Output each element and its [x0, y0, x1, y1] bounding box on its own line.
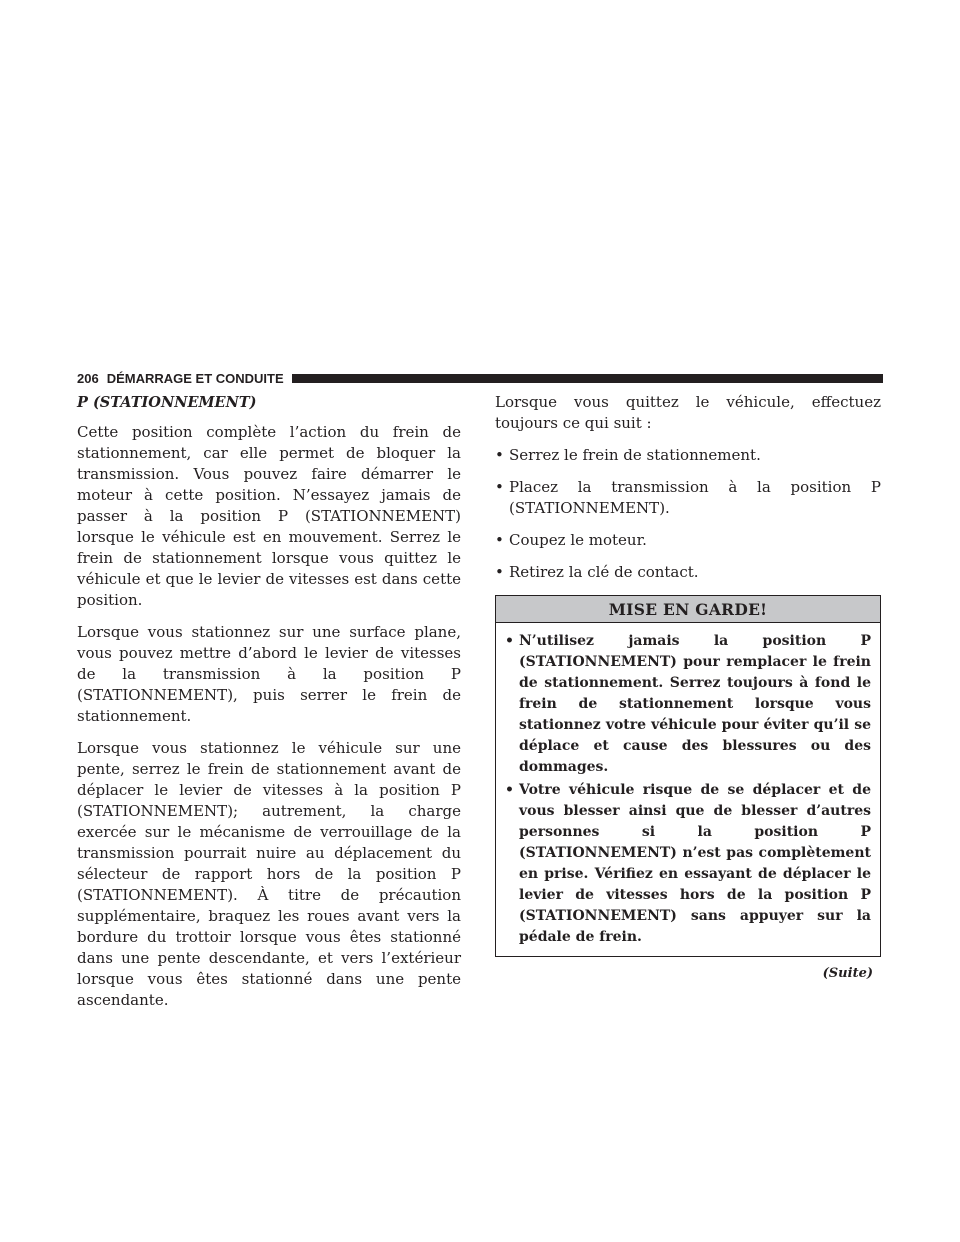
list-item: • Retirez la clé de contact.	[495, 563, 699, 581]
intro-paragraph: Lorsque vous quittez le véhicule, effectuez toujours ce qui suit :	[495, 393, 881, 432]
warning-title: MISE EN GARDE!	[496, 596, 880, 623]
bullet-icon: •	[495, 563, 504, 581]
page-header	[77, 368, 883, 388]
warning-item: • Votre véhicule risque de se déplacer et de vous blesser ainsi que de blesser d’autres personnes si la position P (STATIONNEMENT) n’est pas complètement en prise. Vérifiez en essayant de déplacer le levier de vitesses hors de la position P (STATIONNEMENT) sans appuyer sur la pédale de frein.	[505, 782, 871, 945]
list-item: • Coupez le moteur.	[495, 531, 647, 549]
page-number: 206	[77, 370, 99, 386]
list-item: • Serrez le frein de stationnement.	[495, 446, 761, 464]
warning-item: • N’utilisez jamais la position P (STATIONNEMENT) pour remplacer le frein de stationnement. Serrez toujours à fond le frein de stationnement lorsque vous stationnez votre véhicule pour éviter qu’il se déplace et cause des blessures ou des dommages.	[505, 633, 871, 775]
continued-label: (Suite)	[822, 966, 873, 981]
right-column	[495, 392, 881, 984]
section-title: DÉMARRAGE ET CONDUITE	[106, 370, 284, 386]
bullet-icon: •	[505, 782, 514, 798]
warning-box	[495, 595, 881, 957]
left-column	[77, 392, 461, 1022]
section-subheading: P (STATIONNEMENT)	[77, 394, 257, 411]
paragraph: Lorsque vous stationnez sur une surface plane, vous pouvez mettre d’abord le levier de vitesses de la transmission à la position P (STATIONNEMENT), puis serrer le frein de stationnement.	[77, 623, 461, 725]
bullet-icon: •	[495, 446, 504, 464]
bullet-icon: •	[495, 531, 504, 549]
bullet-icon: •	[495, 478, 504, 496]
list-item: • Placez la transmission à la position P (STATIONNEMENT).	[495, 478, 881, 517]
warning-body	[496, 623, 880, 956]
paragraph: Cette position complète l’action du frein de stationnement, car elle permet de bloquer la transmission. Vous pouvez faire démarrer le moteur à cette position. N’essayez jamais de passer à la position P (STATIONNEMENT) lorsque le véhicule est en mouvement. Serrez le frein de stationnement lorsque vous quittez le véhicule et que le levier de vitesses est dans cette position.	[77, 423, 461, 609]
step-list	[495, 445, 881, 583]
header-rule	[292, 374, 883, 383]
paragraph: Lorsque vous stationnez le véhicule sur une pente, serrez le frein de stationnement avant de déplacer le levier de vitesses à la position P (STATIONNEMENT); autrement, la charge exercée sur le mécanisme de verrouillage de la transmission pourrait nuire au déplacement du sélecteur de rapport hors de la position P (STATIONNEMENT). À titre de précaution supplémentaire, braquez les roues avant vers la bordure du trottoir lorsque vous êtes stationné dans une pente descendante, et vers l’extérieur lorsque vous êtes stationné dans une pente ascendante.	[77, 739, 461, 1009]
bullet-icon: •	[505, 633, 514, 649]
